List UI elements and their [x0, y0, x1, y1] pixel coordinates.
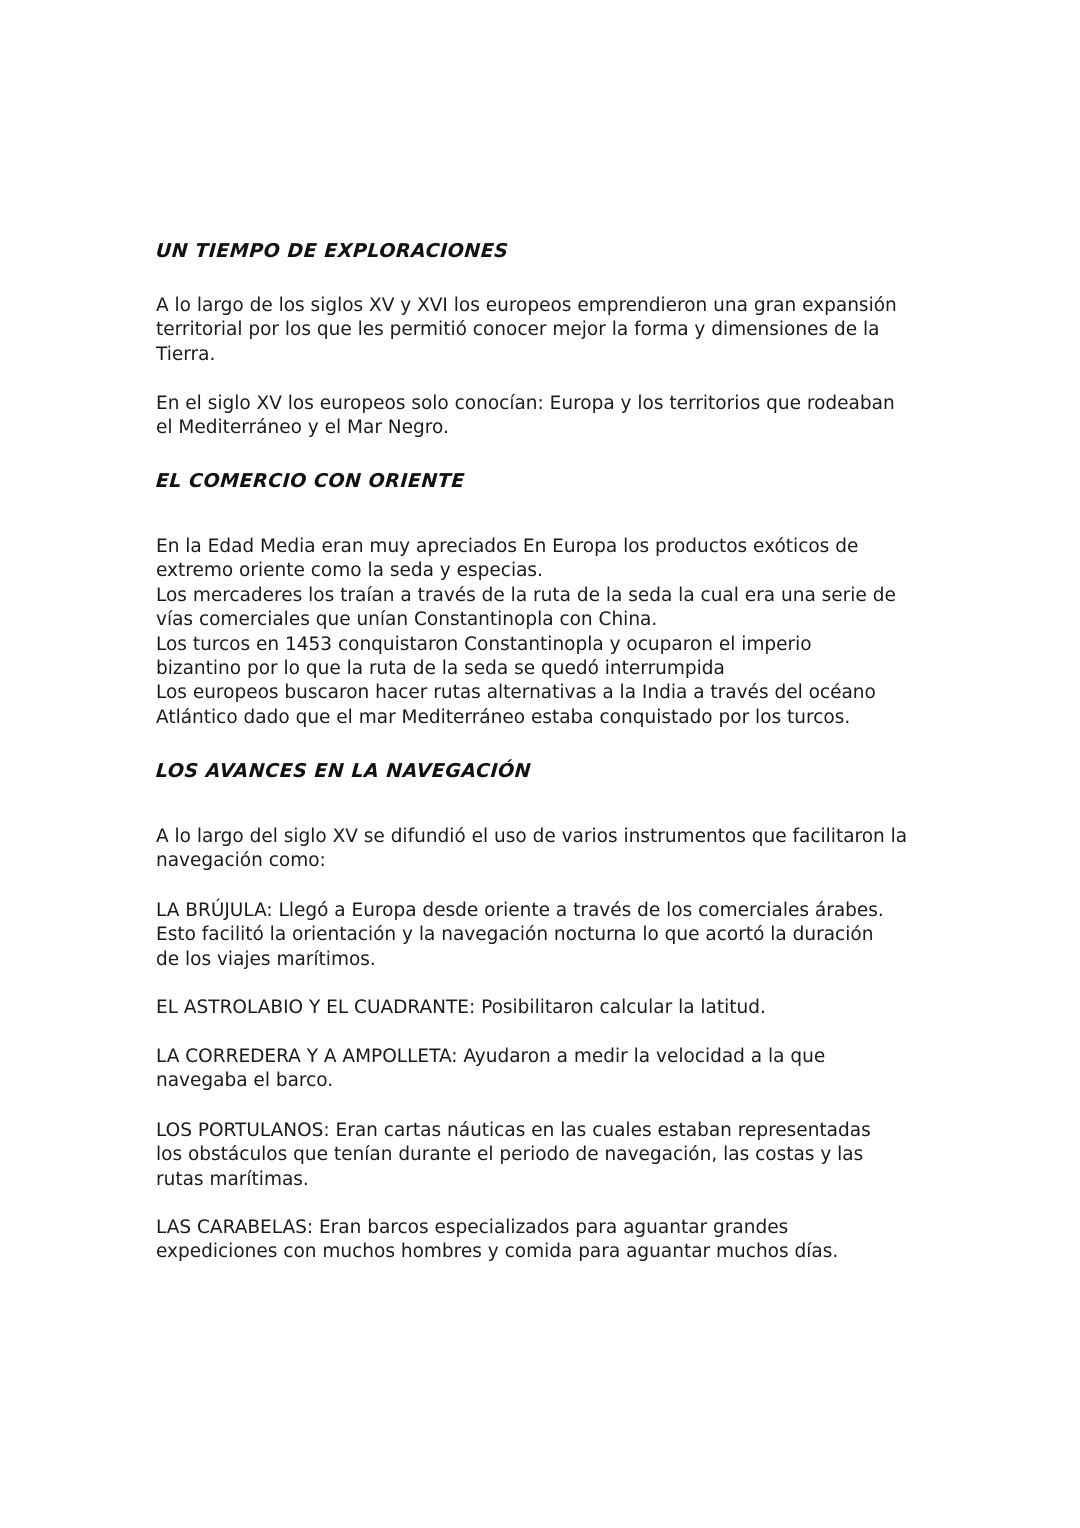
- paragraph-intro-instrumentos: [156, 825, 936, 874]
- text-line: A lo largo del siglo XV se difundió el uso de varios instrumentos que facilitaron la: [156, 826, 908, 847]
- text-line: expediciones con muchos hombres y comida para aguantar muchos días.: [156, 1241, 839, 1263]
- text-line: el Mediterráneo y el Mar Negro.: [156, 417, 449, 439]
- paragraph-brujula: [156, 899, 936, 972]
- paragraph-siglo-xv: [156, 392, 936, 441]
- paragraph-corredera: [156, 1045, 936, 1094]
- text-line: LAS CARABELAS: Eran barcos especializados para aguantar grandes: [156, 1217, 789, 1238]
- text-line: Los mercaderes los traían a través de la ruta de la seda la cual era una serie de: [156, 584, 896, 606]
- text-line: LA CORREDERA Y A AMPOLLETA: Ayudaron a medir la velocidad a la que: [156, 1046, 826, 1067]
- text-line: territorial por los que les permitió conocer mejor la forma y dimensiones de la: [156, 319, 880, 341]
- text-line: Esto facilitó la orientación y la navegación nocturna lo que acortó la duración: [156, 924, 874, 946]
- text-line: vías comerciales que unían Constantinopla con China.: [156, 609, 658, 631]
- text-line: navegación como:: [156, 850, 326, 872]
- text-line: rutas marítimas.: [156, 1168, 309, 1190]
- text-line: Atlántico dado que el mar Mediterráneo estaba conquistado por los turcos.: [156, 706, 851, 728]
- paragraph-portulanos: [156, 1119, 936, 1192]
- text-line: bizantino por lo que la ruta de la seda se quedó interrumpida: [156, 658, 725, 680]
- text-line: En el siglo XV los europeos solo conocían: Europa y los territorios que rodeaban: [156, 393, 895, 414]
- text-line: Tierra.: [156, 343, 216, 365]
- paragraph-expansion: [156, 294, 936, 367]
- text-line: En la Edad Media eran muy apreciados En Europa los productos exóticos de: [156, 536, 859, 557]
- text-line: navegaba el barco.: [156, 1070, 334, 1092]
- text-line: de los viajes marítimos.: [156, 948, 376, 970]
- text-line: A lo largo de los siglos XV y XVI los europeos emprendieron una gran expansión: [156, 295, 897, 316]
- text-line: Los turcos en 1453 conquistaron Constantinopla y ocuparon el imperio: [156, 633, 812, 655]
- text-line: los obstáculos que tenían durante el periodo de navegación, las costas y las: [156, 1144, 864, 1166]
- heading-navegacion: LOS AVANCES EN LA NAVEGACIÓN: [155, 760, 533, 782]
- paragraph-carabelas: [156, 1216, 936, 1265]
- heading-comercio: EL COMERCIO CON ORIENTE: [155, 470, 466, 492]
- paragraph-astrolabio: [156, 996, 936, 1020]
- text-line: extremo oriente como la seda y especias.: [156, 560, 543, 582]
- paragraph-comercio: [156, 535, 936, 730]
- text-line: Los europeos buscaron hacer rutas alternativas a la India a través del océano: [156, 682, 876, 704]
- text-line: LOS PORTULANOS: Eran cartas náuticas en las cuales estaban representadas: [156, 1120, 871, 1141]
- text-line: EL ASTROLABIO Y EL CUADRANTE: Posibilitaron calcular la latitud.: [156, 997, 766, 1018]
- text-line: LA BRÚJULA: Llegó a Europa desde oriente a través de los comerciales árabes.: [156, 900, 884, 921]
- heading-exploraciones: UN TIEMPO DE EXPLORACIONES: [155, 240, 510, 262]
